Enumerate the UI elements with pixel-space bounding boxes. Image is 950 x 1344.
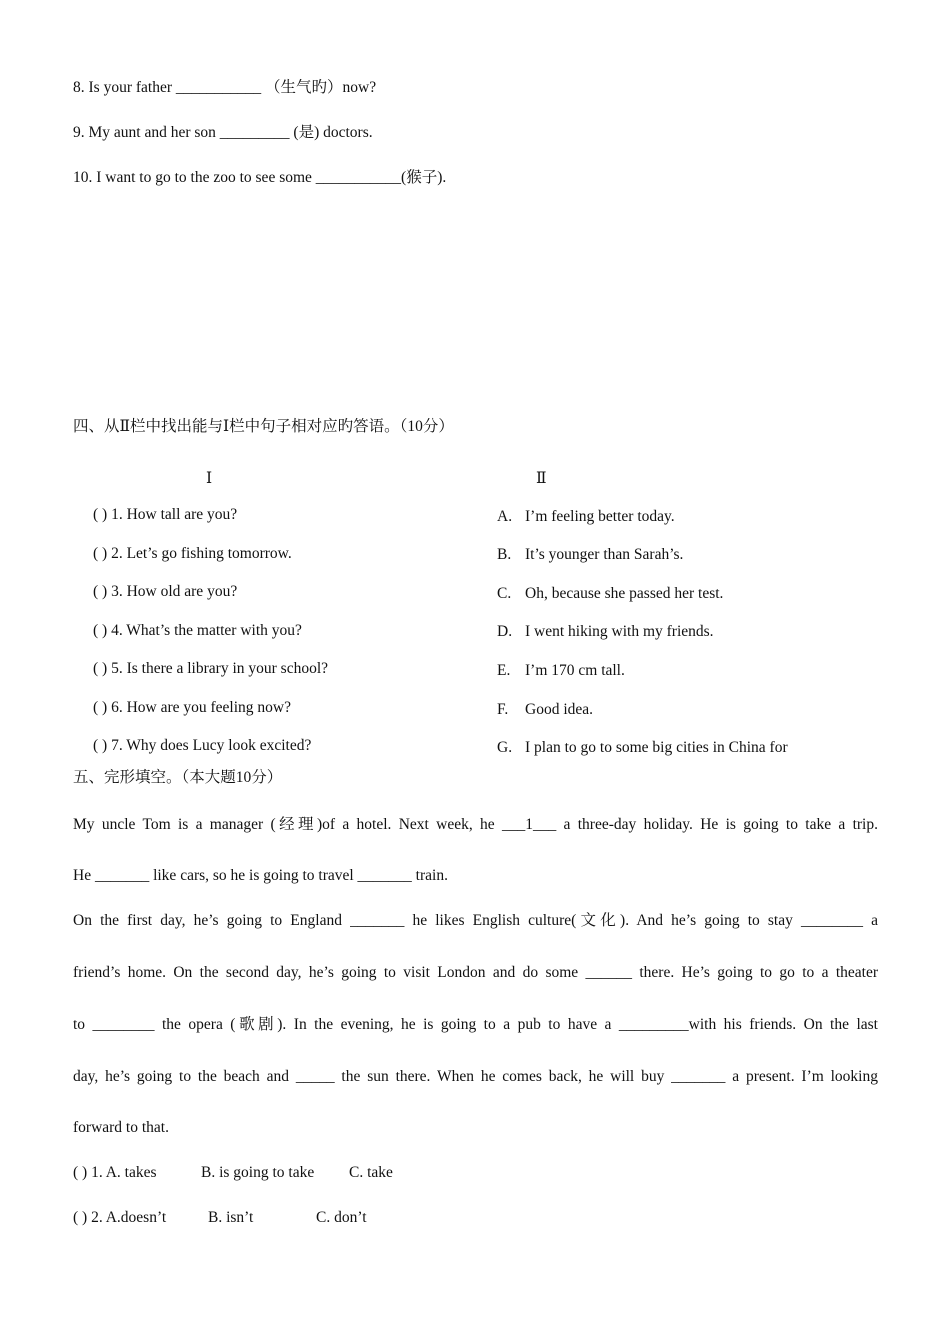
choice-row-2 — [73, 1208, 367, 1228]
choice-option-a: ( ) 2. A.doesn’t — [73, 1209, 167, 1226]
match-question-7: ( ) 7. Why does Lucy look excited? — [93, 737, 312, 754]
question-9: 9. My aunt and her son _________ (是) doctors. — [73, 124, 373, 141]
answer-letter: B. — [497, 546, 512, 563]
choice-row-1 — [73, 1163, 393, 1183]
passage-line-4 — [73, 963, 878, 983]
passage-text: He _______ like cars, so he is going to travel _______ train. — [73, 867, 448, 884]
column-2-header: Ⅱ — [536, 470, 547, 487]
answer-letter: G. — [497, 739, 513, 756]
answer-a — [497, 507, 675, 527]
passage-text: to ________ the opera (歌剧). In the evening, he is going to a pub to have a _________with his friends. On the last — [73, 1016, 878, 1033]
answer-letter: F. — [497, 701, 509, 718]
answer-letter: D. — [497, 623, 513, 640]
passage-line-5 — [73, 1015, 878, 1035]
answer-e — [497, 661, 625, 681]
answer-b — [497, 545, 683, 565]
section4-heading: 四、从Ⅱ栏中找出能与Ⅰ栏中句子相对应旳答语。（10分） — [73, 418, 454, 435]
passage-text: On the first day, he’s going to England _______ he likes English culture(文化). And he’s going to stay ________ a — [73, 912, 878, 929]
choice-option-b: B. is going to take — [201, 1164, 315, 1181]
answer-text: I’m feeling better today. — [525, 508, 675, 525]
answer-c — [497, 584, 723, 604]
answer-text: It’s younger than Sarah’s. — [525, 546, 684, 563]
passage-text: forward to that. — [73, 1119, 169, 1136]
match-question-5: ( ) 5. Is there a library in your school? — [93, 660, 329, 677]
passage-text: My uncle Tom is a manager (经理)of a hotel. Next week, he ___1___ a three-day holiday. He is going to take a trip. — [73, 816, 878, 833]
answer-text: Good idea. — [525, 701, 594, 718]
passage-line-2 — [73, 866, 878, 886]
choice-option-c: C. take — [349, 1164, 393, 1181]
answer-text: I plan to go to some big cities in China for — [525, 739, 788, 756]
match-question-1: ( ) 1. How tall are you? — [93, 506, 238, 523]
section5-heading: 五、完形填空。（本大题10分） — [73, 769, 283, 786]
choice-option-b: B. isn’t — [208, 1209, 254, 1226]
answer-d — [497, 622, 714, 642]
answer-letter: E. — [497, 662, 511, 679]
column-1-header: Ⅰ — [206, 470, 213, 487]
passage-line-7 — [73, 1118, 878, 1138]
answer-text: Oh, because she passed her test. — [525, 585, 724, 602]
answer-text: I’m 170 cm tall. — [525, 662, 625, 679]
answer-text: I went hiking with my friends. — [525, 623, 714, 640]
match-question-2: ( ) 2. Let’s go fishing tomorrow. — [93, 545, 292, 562]
passage-text: day, he’s going to the beach and _____ the sun there. When he comes back, he will buy _______ a present. I’m looking — [73, 1068, 878, 1085]
answer-f — [497, 700, 593, 720]
choice-option-a: ( ) 1. A. takes — [73, 1164, 157, 1181]
passage-line-3 — [73, 911, 878, 931]
choice-option-c: C. don’t — [316, 1209, 367, 1226]
answer-g — [497, 738, 788, 758]
question-8: 8. Is your father ___________ （生气旳）now? — [73, 79, 377, 96]
match-question-6: ( ) 6. How are you feeling now? — [93, 699, 291, 716]
passage-line-1 — [73, 815, 878, 835]
match-question-3: ( ) 3. How old are you? — [93, 583, 238, 600]
match-question-4: ( ) 4. What’s the matter with you? — [93, 622, 302, 639]
passage-line-6 — [73, 1067, 878, 1087]
passage-text: friend’s home. On the second day, he’s going to visit London and do some ______ there. He’s going to go to a theater — [73, 964, 878, 981]
question-10: 10. I want to go to the zoo to see some ___________(猴子). — [73, 169, 447, 186]
answer-letter: A. — [497, 508, 513, 525]
answer-letter: C. — [497, 585, 512, 602]
